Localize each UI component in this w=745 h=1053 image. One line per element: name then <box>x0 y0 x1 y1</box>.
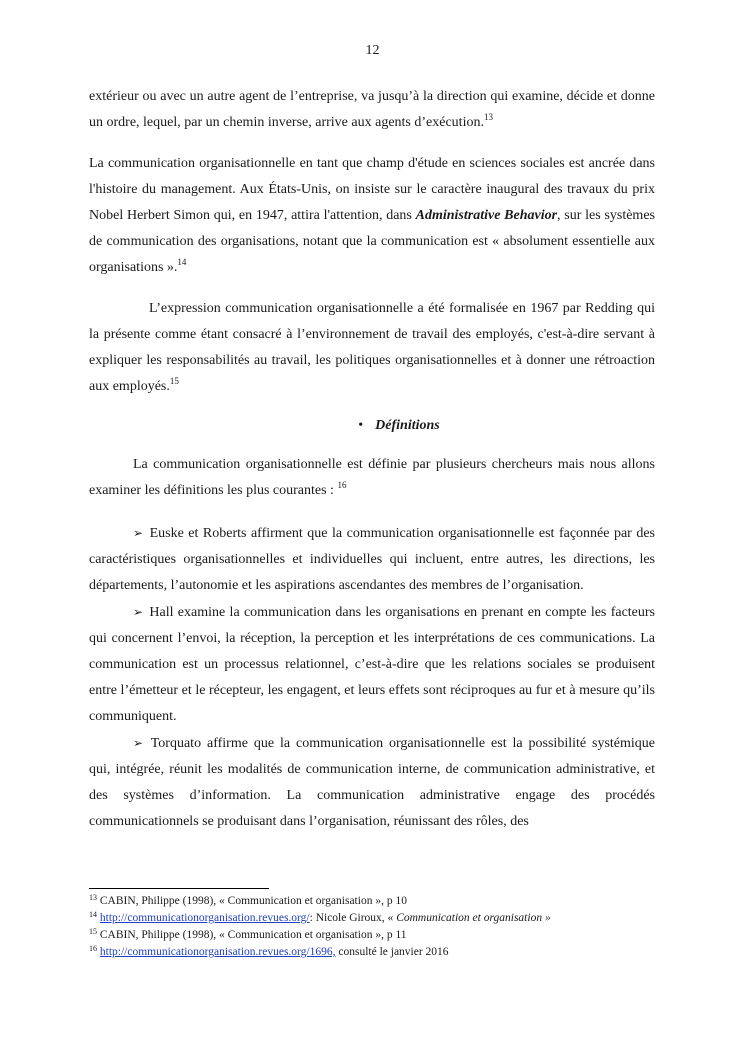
footnote-13 <box>89 893 655 910</box>
footnote-separator <box>89 888 269 889</box>
footnote-15 <box>89 927 655 944</box>
paragraph-redding <box>89 296 655 400</box>
page-number: 12 <box>365 43 380 58</box>
footnote-text: CABIN, Philippe (1998), « Communication et organisation », p 10 <box>99 895 407 907</box>
paragraph-definitions-intro <box>89 452 655 504</box>
footnote-number: 15 <box>89 927 97 936</box>
footnote-text: CABIN, Philippe (1998), « Communication et organisation », p 11 <box>99 929 407 941</box>
footnote-ref-14[interactable]: 14 <box>177 257 187 267</box>
arrow-bullet-icon: ➢ <box>133 736 144 750</box>
list-item-text: Hall examine la communication dans les organisations en prenant en compte les facteurs qui concernent l’envoi, la réception, la perception et les interprétations de ces communications. La communication est un processus relationnel, c’est-à-dire que les relations sociales se produisent entre l’émetteur et le récepteur, les engagent, et leurs effets sont réciproques au fur et à mesure qu’ils communiquent. <box>89 605 656 724</box>
list-item <box>89 520 655 599</box>
paragraph-text: , sur les systèmes de communication des organisations, notant que la communication est « absolument essentielle aux organisations ». <box>89 208 655 275</box>
paragraph-text: La communication organisationnelle est définie par plusieurs chercheurs mais nous allons examiner les définitions les plus courantes : <box>89 457 655 498</box>
list-item-text: Torquato affirme que la communication organisationnelle est la possibilité systémique qui, intégrée, réunit les modalités de communication interne, de communication administrative, et des systèmes d’information. La communication administrative engage des procédés communicationnels se produisant dans l’organisation, réunissant des rôles, des <box>89 736 656 829</box>
footnote-link[interactable]: http://communicationorganisation.revues.org/ <box>99 912 310 924</box>
paragraph-continuation <box>89 84 655 136</box>
page-body <box>89 84 655 835</box>
footnote-number: 16 <box>89 944 97 953</box>
footnote-link-suffix[interactable]: 1696, <box>309 946 336 958</box>
footnote-ref-15[interactable]: 15 <box>169 376 179 386</box>
paragraph-text: extérieur ou avec un autre agent de l’entreprise, va jusqu’à la direction qui examine, décide et donne un ordre, lequel, par un chemin inverse, arrive aux agents d’exécution. <box>89 89 655 130</box>
list-item <box>89 730 655 835</box>
paragraph-organisational-communication <box>89 151 655 281</box>
arrow-bullet-icon: ➢ <box>133 526 144 540</box>
footnote-ref-16[interactable]: 16 <box>337 480 347 490</box>
section-heading-definitions <box>89 413 655 439</box>
footnote-text: : Nicole Giroux, « <box>309 912 397 924</box>
list-item-text: Euske et Roberts affirment que la communication organisationnelle est façonnée par des caractéristiques organisationnelles et individuelles qui incluent, entre autres, les directions, les départements, l’autonomie et les aspirations ascendantes des membres de l’organisation. <box>89 526 656 593</box>
paragraph-text: La communication organisationnelle en tant que champ d'étude en sciences sociales est ancrée dans l'histoire du management. Aux États-Unis, on insiste sur le caractère inaugural des travaux du prix Nobel Herbert Simon qui, en 1947, attira l'attention, dans <box>89 156 655 223</box>
footnote-italic-title: Communication et organisation » <box>396 912 551 924</box>
footnote-14 <box>89 910 655 927</box>
bullet-icon: • <box>358 418 364 433</box>
footnote-number: 13 <box>89 893 97 902</box>
footnote-link[interactable]: http://communicationorganisation.revues.org/ <box>99 946 310 958</box>
book-title: Administrative Behavior <box>415 208 558 223</box>
footnote-ref-13[interactable]: 13 <box>483 112 493 122</box>
footnote-16 <box>89 944 655 961</box>
arrow-bullet-icon: ➢ <box>133 605 144 619</box>
heading-text: Définitions <box>375 418 440 433</box>
list-item <box>89 599 655 730</box>
footnote-text: consulté le janvier 2016 <box>335 946 449 958</box>
paragraph-text: L’expression communication organisationnelle a été formalisée en 1967 par Redding qui la présente comme étant consacré à l’environnement de travail des employés, c'est-à-dire servant à expliquer les responsabilités au travail, les politiques organisationnelles et à donner une rétroaction aux employés. <box>89 301 655 394</box>
footnote-number: 14 <box>89 910 97 919</box>
footnotes <box>89 888 655 961</box>
